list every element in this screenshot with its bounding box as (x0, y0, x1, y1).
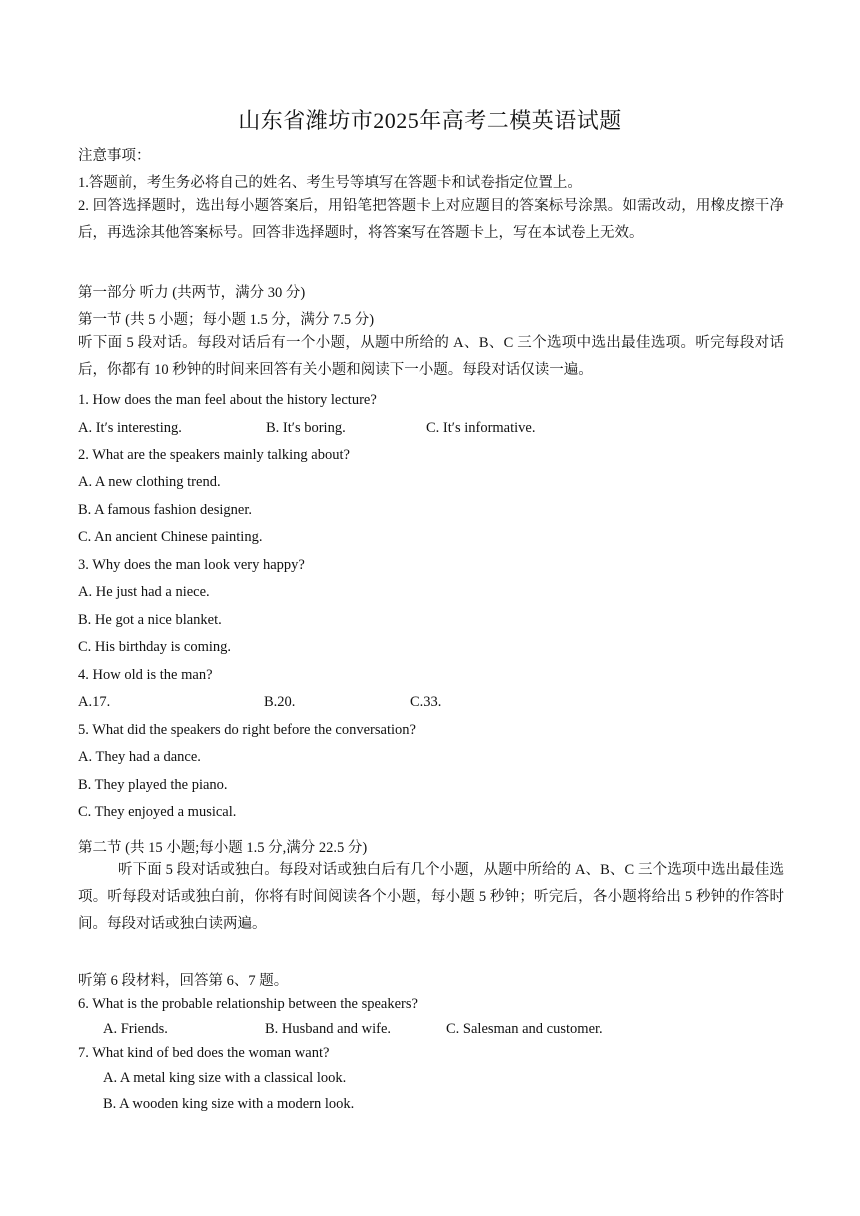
question-4-option-a: A.17. (78, 694, 111, 710)
question-2-option-c: C. An ancient Chinese painting. (78, 529, 263, 545)
notice-item-1: 1.答题前，考生务必将自己的姓名、考生号等填写在答题卡和试卷指定位置上。 (78, 175, 582, 191)
question-1-option-b: B. It′s boring. (266, 420, 346, 436)
question-2-option-b: B. A famous fashion designer. (78, 502, 252, 518)
question-1-stem: 1. How does the man feel about the history lecture? (78, 392, 377, 408)
question-5-option-a: A. They had a dance. (78, 749, 201, 765)
question-3-option-c: C. His birthday is coming. (78, 639, 232, 655)
question-5-option-c: C. They enjoyed a musical. (78, 804, 237, 820)
notice-heading: 注意事项： (78, 148, 151, 164)
part1-heading: 第一部分 听力 (共两节，满分 30 分) (78, 285, 306, 301)
question-1-option-a: A. It′s interesting. (78, 420, 182, 436)
question-1-option-c: C. It′s informative. (426, 420, 536, 436)
question-5-stem: 5. What did the speakers do right before the conversation? (78, 722, 416, 738)
question-4-stem: 4. How old is the man? (78, 667, 213, 683)
question-7-option-b: B. A wooden king size with a modern look. (103, 1096, 355, 1112)
section2-heading: 第二节 (共 15 小题;每小题 1.5 分,满分 22.5 分) (78, 840, 368, 856)
question-4-option-c: C.33. (410, 694, 442, 710)
question-7-option-a: A. A metal king size with a classical look. (103, 1070, 347, 1086)
question-4-option-b: B.20. (264, 694, 296, 710)
question-6-stem: 6. What is the probable relationship between the speakers? (78, 996, 418, 1012)
question-6-option-a: A. Friends. (103, 1021, 168, 1037)
question-3-stem: 3. Why does the man look very happy? (78, 557, 305, 573)
question-6-option-b: B. Husband and wife. (265, 1021, 392, 1037)
section2-instructions: 听下面 5 段对话或独白。每段对话或独白后有几个小题，从题中所给的 A、B、C 三个选项中选出最佳选项。听每段对话或独白前，你将有时间阅读各个小题，每小题 5 秒钟；听完后，各小题将给出 5 秒钟的作答时间。每段对话或独白读两遍。 (78, 862, 784, 932)
notice-item-2: 2. 回答选择题时，选出每小题答案后，用铅笔把答题卡上对应题目的答案标号涂黑。如需改动，用橡皮擦干净后，再选涂其他答案标号。回答非选择题时，将答案写在答题卡上，写在本试卷上无效。 (78, 198, 784, 241)
question-2-stem: 2. What are the speakers mainly talking about? (78, 447, 350, 463)
section1-instructions: 听下面 5 段对话。每段对话后有一个小题，从题中所给的 A、B、C 三个选项中选出最佳选项。听完每段对话后，你都有 10 秒钟的时间来回答有关小题和阅读下一小题。每段对话仅读一遍。 (78, 335, 784, 378)
material-6-heading: 听第 6 段材料，回答第 6、7 题。 (78, 973, 289, 989)
question-7-stem: 7. What kind of bed does the woman want? (78, 1045, 330, 1061)
question-2-option-a: A. A new clothing trend. (78, 474, 221, 490)
section1-heading: 第一节 (共 5 小题；每小题 1.5 分，满分 7.5 分) (78, 312, 375, 328)
exam-title: 山东省潍坊市2025年高考二模英语试题 (238, 108, 622, 133)
question-5-option-b: B. They played the piano. (78, 777, 228, 793)
question-3-option-a: A. He just had a niece. (78, 584, 210, 600)
question-3-option-b: B. He got a nice blanket. (78, 612, 222, 628)
question-6-option-c: C. Salesman and customer. (446, 1021, 603, 1037)
